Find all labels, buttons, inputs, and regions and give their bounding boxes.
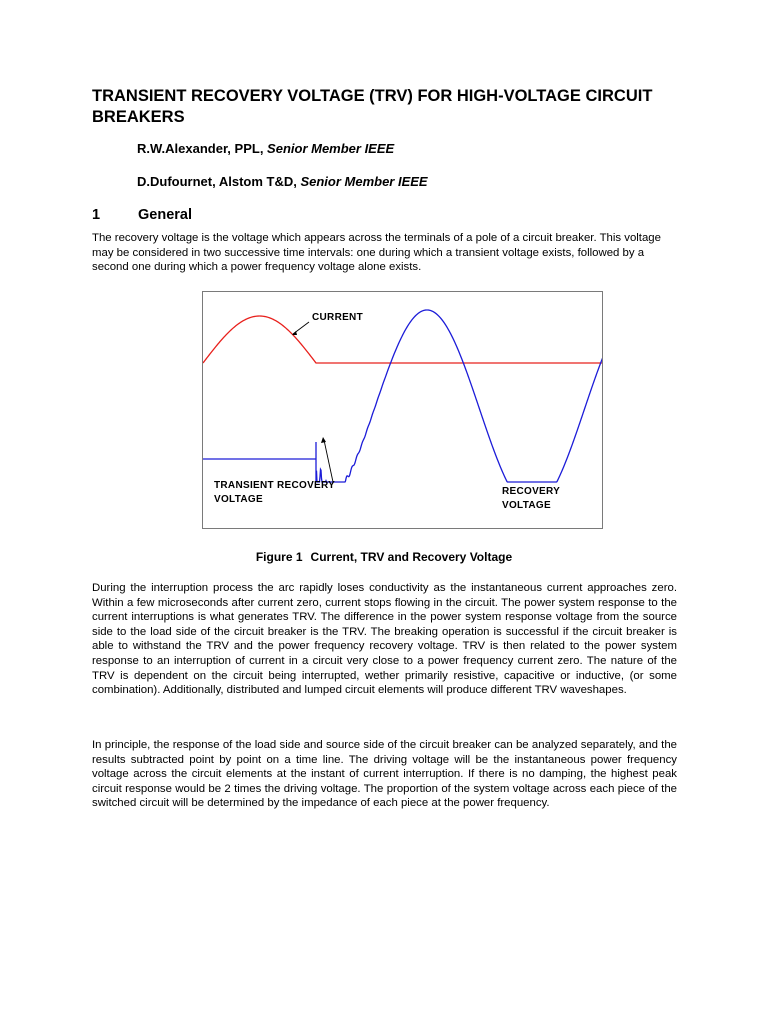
current-label: CURRENT	[312, 312, 363, 323]
section-title: General	[138, 207, 192, 223]
voltage-waveform	[203, 310, 603, 482]
author-role: Senior Member IEEE	[300, 174, 428, 189]
author-line-2	[137, 174, 428, 190]
author-name: R.W.Alexander, PPL,	[137, 141, 268, 156]
recovery-voltage-label: RECOVERY VOLTAGE	[502, 486, 561, 511]
author-line-1	[137, 141, 394, 157]
figure-caption-number: Figure 1	[255, 550, 303, 564]
trv-pointer-arrowhead	[321, 437, 326, 443]
section-number: 1	[92, 207, 101, 223]
author-role: Senior Member IEEE	[267, 141, 395, 156]
author-name: D.Dufournet, Alstom T&D,	[137, 174, 301, 189]
paragraph-2: During the interruption process the arc rapidly loses conductivity as the instantaneous current approaches zero. Within a few microseconds after current zero, current stops flowing in the circuit. The power system response to the current interruptions is what generates TRV. The difference in the power system response voltage from the source side to the load side of the circuit breaker is the TRV. The breaking operation is successful if the circuit breaker is able to withstand the TRV and the power frequency recovery voltage. TRV is then related to the power system response to an interruption of current in a circuit very close to a power frequency current zero. The nature of the TRV is dependent on the circuit being interrupted, wether primarily resistive, capacitive or inductive, (or some combination). Additionally, distributed and lumped circuit elements will produce different TRV waveshapes.	[92, 582, 677, 697]
section-heading	[92, 206, 192, 224]
trv-label: TRANSIENT RECOVERY VOLTAGE	[214, 480, 336, 505]
paragraph-1: The recovery voltage is the voltage which appears across the terminals of a pole of a circuit breaker. This voltage may be considered in two successive time intervals: one during which a transient voltage exists, followed by a second one during which a power frequency voltage alone exists.	[92, 232, 661, 274]
figure-caption-text: Current, TRV and Recovery Voltage	[310, 550, 513, 564]
paragraph-3: In principle, the response of the load side and source side of the circuit breaker can be analyzed separately, and the results subtracted point by point on a time line. The driving voltage will be the instantaneous power frequency voltage across the circuit elements at the instant of current interruption. If there is no damping, the highest peak circuit response would be 2 times the driving voltage. The proportion of the system voltage across each piece of the switched circuit will be determined by the impedance of each piece at the power frequency.	[92, 739, 677, 810]
current-waveform	[203, 316, 603, 363]
figure-1	[202, 291, 603, 529]
document-title: TRANSIENT RECOVERY VOLTAGE (TRV) FOR HIGH-VOLTAGE CIRCUIT BREAKERS	[92, 87, 653, 126]
figure-caption	[0, 550, 768, 565]
trv-pointer-line	[324, 440, 333, 482]
